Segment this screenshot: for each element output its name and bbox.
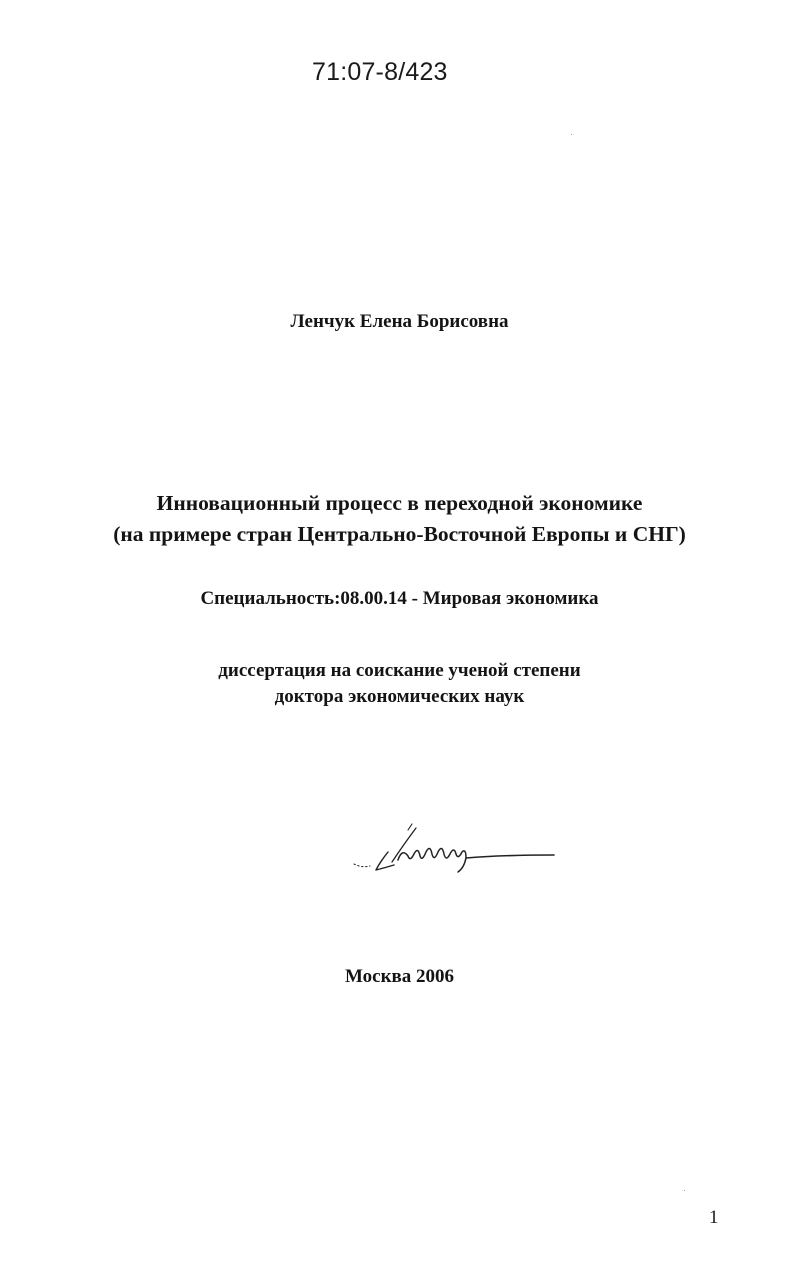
scan-speck <box>684 1190 685 1191</box>
page-number: 1 <box>709 1207 719 1228</box>
catalog-number: 71:07-8/423 <box>312 58 448 86</box>
author-name: Ленчук Елена Борисовна <box>290 311 509 332</box>
thesis-title-line-2: (на примере стран Центрально-Восточной Европы и СНГ) <box>113 522 686 546</box>
city-and-year: Москва 2006 <box>344 966 455 987</box>
specialty-line: Специальность:08.00.14 - Мировая экономика <box>200 588 599 609</box>
thesis-title-line-1: Инновационный процесс в переходной экономике <box>156 491 643 515</box>
signature-icon <box>350 818 560 878</box>
degree-line-2: доктора экономических наук <box>274 686 525 707</box>
degree-line-1: диссертация на соискание ученой степени <box>218 660 581 681</box>
scan-speck <box>571 134 572 135</box>
